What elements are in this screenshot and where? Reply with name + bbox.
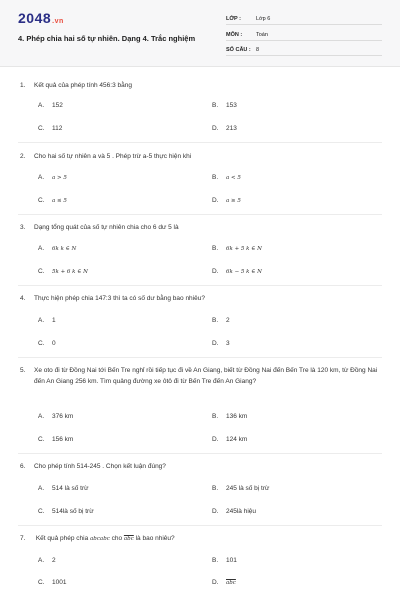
- q1-option-b[interactable]: B. 153: [212, 102, 237, 109]
- question-6: 6. Cho phép tính 514-245 . Chọn kết luận đúng?: [20, 463, 166, 470]
- meta-subject: MÔN : Toán: [226, 32, 382, 41]
- page-title: 4. Phép chia hai số tự nhiên. Dạng 4. Trắc nghiệm: [18, 34, 196, 43]
- divider: [18, 453, 382, 454]
- q3-option-a[interactable]: A. 6k k ∈ N: [38, 245, 77, 252]
- question-1: 1. Kết quả của phép tính 456:3 bằng: [20, 82, 132, 89]
- worksheet-header: [0, 0, 400, 67]
- q6-option-b[interactable]: B. 245 là số bị trừ: [212, 485, 270, 492]
- q5-option-a[interactable]: A. 376 km: [38, 413, 74, 420]
- question-5: 5. Xe oto đi từ Đồng Nai tới Bến Tre nghỉ rồi tiếp tục đi về An Giang, biết từ Đồng Nai đến Bến Tre là 120 km, từ Đồng Nai đến An Giang 256 km. Tìm quảng đường xe ôtô đi từ Bến Tre đến An Giang?: [20, 367, 378, 385]
- q6-option-a[interactable]: A. 514 là số trừ: [38, 485, 89, 492]
- q2-option-d[interactable]: D. a ≥ 5: [212, 197, 241, 204]
- q3-option-b[interactable]: B. 6k + 5 k ∈ N: [212, 245, 262, 252]
- q6-option-c[interactable]: C. 514là số bị trừ: [38, 508, 94, 515]
- meta-class: LỚP : Lớp 6: [226, 16, 382, 25]
- q5-option-c[interactable]: C. 156 km: [38, 436, 74, 443]
- q2-option-a[interactable]: A. a > 5: [38, 174, 67, 181]
- question-4: 4. Thực hiện phép chia 147:3 thì ta có số dư bằng bao nhiêu?: [20, 295, 205, 302]
- q5-option-d[interactable]: D. 124 km: [212, 436, 248, 443]
- q4-option-b[interactable]: B. 2: [212, 317, 230, 324]
- q4-option-c[interactable]: C. 0: [38, 340, 56, 347]
- q4-option-d[interactable]: D. 3: [212, 340, 230, 347]
- question-2: 2. Cho hai số tự nhiên a và 5 . Phép trừ a-5 thực hiện khi: [20, 153, 192, 160]
- q7-option-b[interactable]: B. 101: [212, 557, 237, 564]
- divider: [18, 142, 382, 143]
- q3-option-d[interactable]: D. 6k − 5 k ∈ N: [212, 268, 262, 275]
- q2-option-b[interactable]: B. a < 5: [212, 174, 241, 181]
- divider: [18, 285, 382, 286]
- q1-option-d[interactable]: D. 213: [212, 125, 237, 132]
- divider: [18, 357, 382, 358]
- q1-option-a[interactable]: A. 152: [38, 102, 63, 109]
- q6-option-d[interactable]: D. 245là hiệu: [212, 508, 256, 515]
- q4-option-a[interactable]: A. 1: [38, 317, 56, 324]
- question-7: 7. Kết quả phép chia abcabc cho $\overline{abc}$ là bao nhiêu?: [20, 535, 175, 542]
- q7-option-c[interactable]: C. 1001: [38, 579, 67, 586]
- q7-option-a[interactable]: A. 2: [38, 557, 56, 564]
- q3-option-c[interactable]: C. 5k + 6 k ∈ N: [38, 268, 88, 275]
- logo[interactable]: 2048.vn: [18, 10, 64, 26]
- divider: [18, 525, 382, 526]
- q1-option-c[interactable]: C. 112: [38, 125, 63, 132]
- meta-question-count: SỐ CÂU : 8: [226, 47, 382, 56]
- divider: [18, 214, 382, 215]
- q2-option-c[interactable]: C. a ≤ 5: [38, 197, 67, 204]
- q7-option-d[interactable]: D. $\overline{abc}$: [212, 579, 236, 586]
- q5-option-b[interactable]: B. 136 km: [212, 413, 248, 420]
- question-3: 3. Dạng tổng quát của số tự nhiên chia cho 6 dư 5 là: [20, 224, 179, 231]
